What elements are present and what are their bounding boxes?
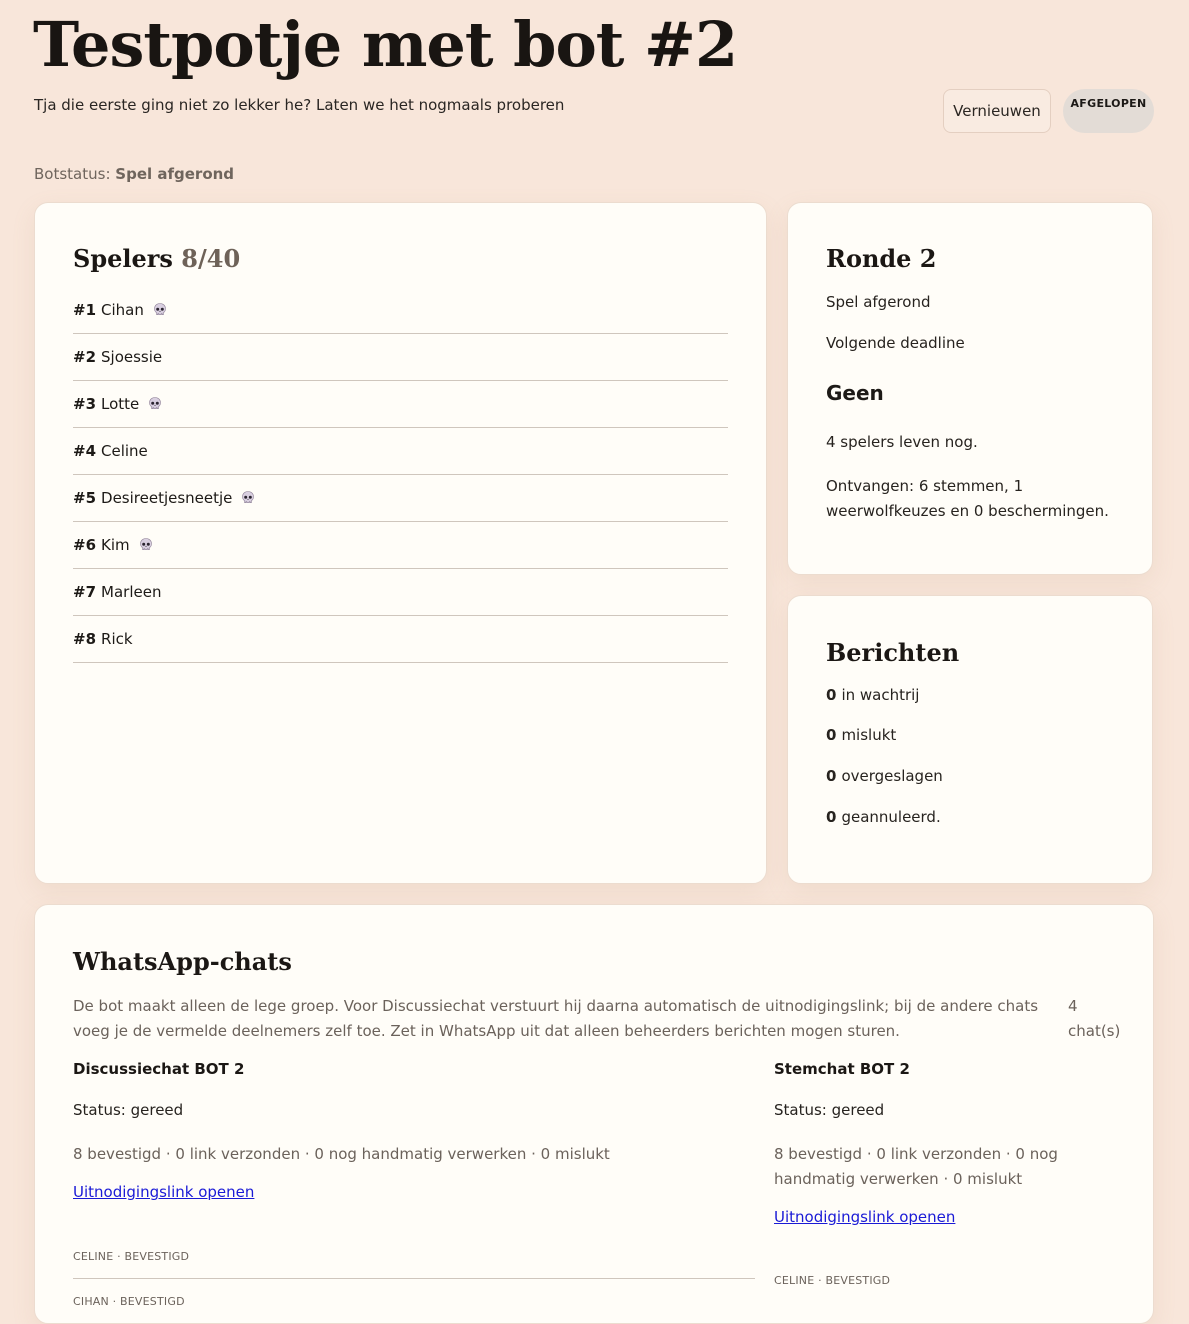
players-heading: [73, 244, 240, 273]
chat-discussiechat: [73, 1060, 755, 1308]
bot-status-label: Botstatus:: [34, 165, 111, 183]
messages-failed: [826, 726, 896, 744]
chat-name: Discussiechat BOT 2: [73, 1060, 245, 1078]
skull-icon: [152, 302, 168, 318]
messages-queued-label: in wachtrij: [841, 686, 920, 704]
alive-count: 4 spelers leven nog.: [826, 433, 978, 451]
chat-member: CELINE · BEVESTIGD: [774, 1274, 891, 1287]
messages-card: [787, 595, 1153, 884]
messages-skipped: [826, 767, 943, 785]
skull-icon: [147, 396, 163, 412]
player-name: Lotte: [101, 395, 140, 413]
messages-cancelled-count: 0: [826, 808, 837, 826]
messages-cancelled: [826, 808, 941, 826]
chat-member: CIHAN · BEVESTIGD: [73, 1295, 185, 1308]
refresh-button[interactable]: Vernieuwen: [943, 89, 1051, 133]
bot-status-value: Spel afgerond: [115, 165, 235, 183]
player-row: [73, 616, 728, 663]
player-number: #6: [73, 536, 97, 554]
chats-count: 4 chat(s): [1068, 997, 1121, 1040]
messages-skipped-count: 0: [826, 767, 837, 785]
skull-icon: [240, 490, 256, 506]
invite-link[interactable]: Uitnodigingslink openen: [73, 1183, 255, 1201]
player-name: Rick: [101, 630, 133, 648]
page-subtitle: Tja die eerste ging niet zo lekker he? Laten we het nogmaals proberen: [34, 96, 565, 114]
player-name: Desireetjesneetje: [101, 489, 233, 507]
player-row: [73, 428, 728, 475]
player-name: Celine: [101, 442, 148, 460]
round-heading: Ronde 2: [826, 244, 937, 273]
player-row: [73, 522, 728, 569]
bot-status: [34, 165, 234, 183]
page-title: Testpotje met bot #2: [33, 8, 738, 81]
player-number: #1: [73, 301, 97, 319]
whatsapp-chats-card: [34, 904, 1154, 1324]
chat-stats: 8 bevestigd · 0 link verzonden · 0 nog handmatig verwerken · 0 mislukt: [73, 1145, 610, 1163]
player-row: [73, 334, 728, 381]
chat-stats: 8 bevestigd · 0 link verzonden · 0 nog handmatig verwerken · 0 mislukt: [774, 1145, 1058, 1188]
players-heading-label: Spelers: [73, 244, 173, 273]
chat-member: CELINE · BEVESTIGD: [73, 1250, 190, 1263]
messages-queued: [826, 686, 919, 704]
messages-failed-label: mislukt: [841, 726, 897, 744]
player-list: [73, 287, 728, 663]
player-row: [73, 381, 728, 428]
players-count: 8/40: [181, 244, 241, 273]
chat-stemchat: [774, 1060, 1064, 1287]
player-row: [73, 475, 728, 522]
player-name: Marleen: [101, 583, 162, 601]
skull-icon: [138, 537, 154, 553]
chat-status: Status: gereed: [774, 1101, 885, 1119]
messages-heading: Berichten: [826, 638, 960, 667]
players-card: [34, 202, 767, 884]
player-row: [73, 287, 728, 334]
received-summary: Ontvangen: 6 stemmen, 1 weerwolfkeuzes en 0 beschermingen.: [826, 477, 1109, 520]
player-name: Kim: [101, 536, 130, 554]
messages-cancelled-label: geannuleerd.: [841, 808, 941, 826]
player-number: #2: [73, 348, 97, 366]
messages-skipped-label: overgeslagen: [841, 767, 943, 785]
messages-queued-count: 0: [826, 686, 837, 704]
player-number: #3: [73, 395, 97, 413]
player-name: Cihan: [101, 301, 144, 319]
player-name: Sjoessie: [101, 348, 163, 366]
round-phase: Spel afgerond: [826, 293, 931, 311]
player-number: #8: [73, 630, 97, 648]
chats-description: De bot maakt alleen de lege groep. Voor Discussiechat verstuurt hij daarna automatisch de uitnodigingslink; bij de andere chats voeg je de vermelde deelnemers zelf toe. Zet in WhatsApp uit dat alleen beheerders berichten mogen sturen.: [73, 997, 1039, 1040]
messages-failed-count: 0: [826, 726, 837, 744]
player-number: #5: [73, 489, 97, 507]
status-badge: AFGELOPEN: [1063, 89, 1154, 133]
chat-name: Stemchat BOT 2: [774, 1060, 910, 1078]
player-row: [73, 569, 728, 616]
deadline-value: Geen: [826, 381, 884, 405]
player-number: #4: [73, 442, 97, 460]
deadline-label: Volgende deadline: [826, 334, 965, 352]
round-card: [787, 202, 1153, 575]
chat-status: Status: gereed: [73, 1101, 184, 1119]
chats-heading: WhatsApp-chats: [73, 947, 292, 976]
player-number: #7: [73, 583, 97, 601]
invite-link[interactable]: Uitnodigingslink openen: [774, 1208, 956, 1226]
member-divider: [73, 1278, 755, 1279]
